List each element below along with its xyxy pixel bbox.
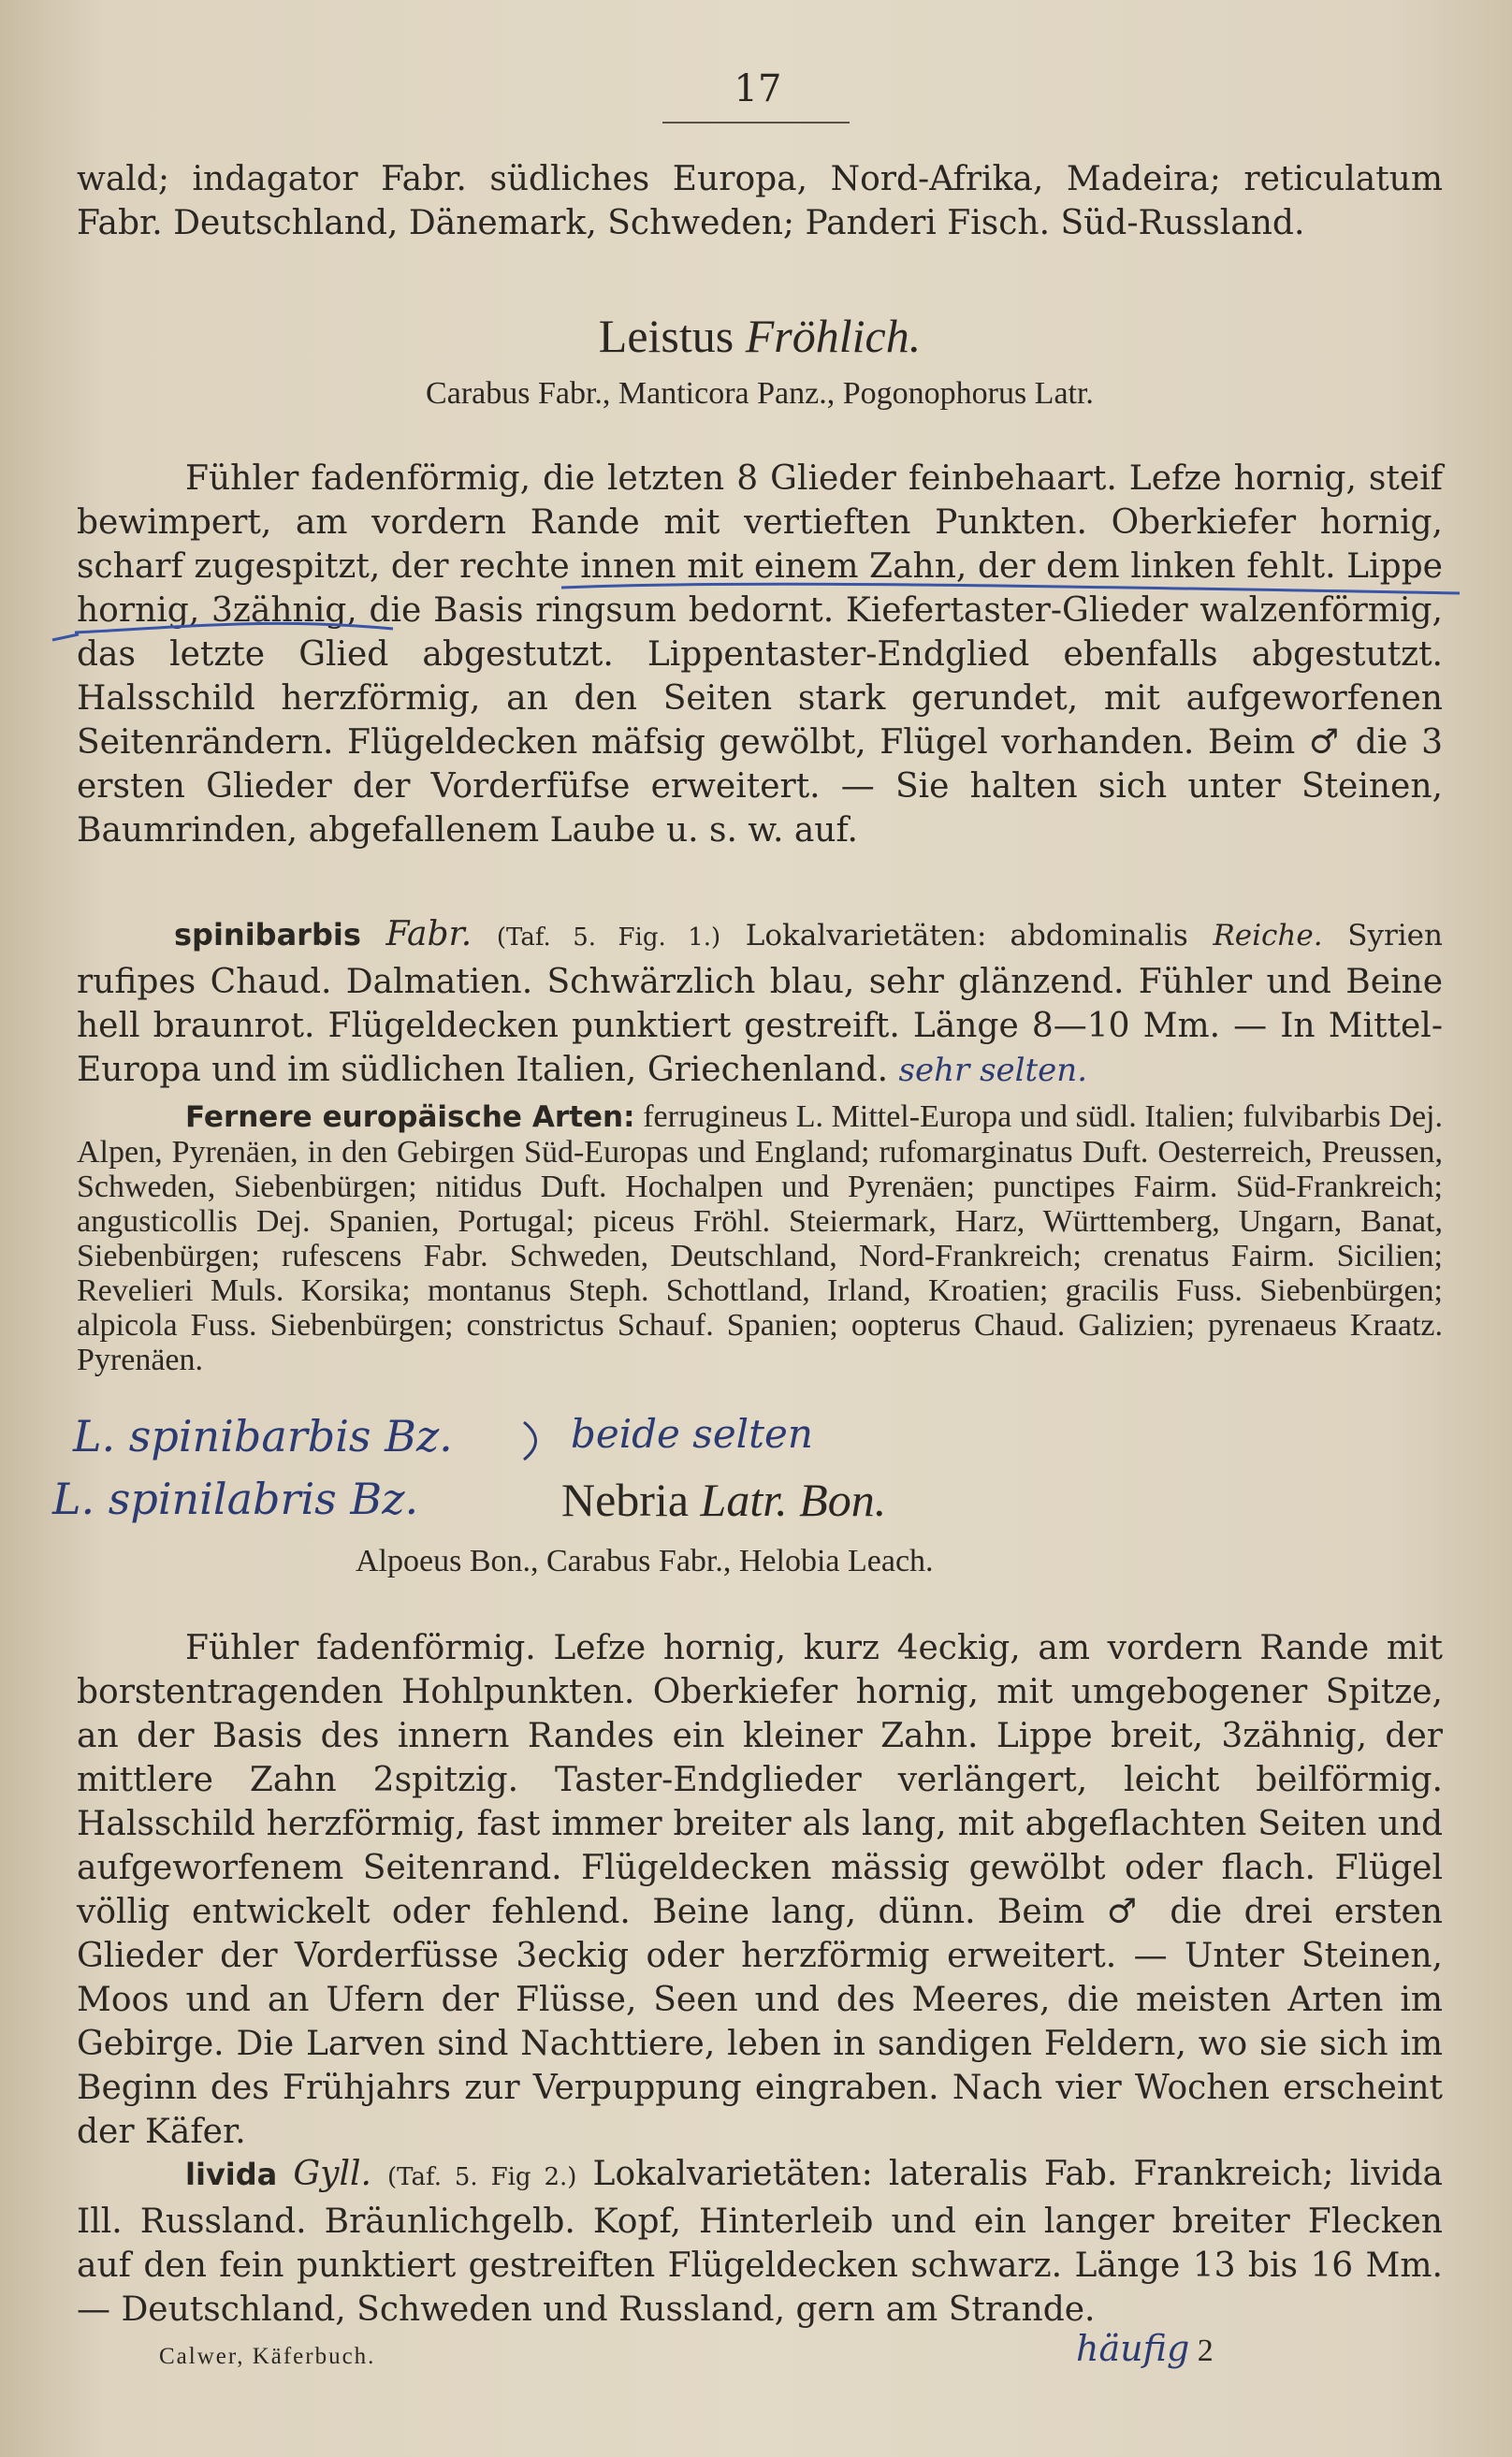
species-varieties-author: Reiche.: [1213, 919, 1323, 952]
nebria-heading: [561, 1473, 886, 1527]
leistus-species-entry: [77, 912, 1443, 1093]
leistus-synonyms: Carabus Fabr., Manticora Panz., Pogonophorus Latr.: [426, 376, 1094, 411]
nebria-author: Latr. Bon.: [700, 1474, 887, 1526]
handnote-haeufig: häufig: [1076, 2328, 1190, 2369]
leistus-title: Leistus: [598, 310, 734, 362]
leistus-description: Fühler fadenförmig, die letzten 8 Glieder feinbehaart. Lefze hornig, steif bewimpert, am vordern Rande mit vertieften Punkten. Oberkiefer hornig, scharf zugespitzt, der rechte innen mit einem Zahn, der dem linken fehlt. Lippe hornig, 3zähnig, die Basis ringsum bedornt. Kiefertaster-Glieder walzenförmig, das letzte Glied abgestutzt. Lippentaster-Endglied ebenfalls abgestutzt. Halsschild herzförmig, an den Seiten stark gerundet, mit aufgeworfenen Seitenrändern. Flügeldecken mäfsig gewölbt, Flügel vorhanden. Beim ♂ die 3 ersten Glieder der Vorderfüfse erweitert. — Sie halten sich unter Steinen, Baumrinden, abgefallenem Laube u. s. w. auf.: [77, 459, 1443, 850]
nebria-synonyms: Alpoeus Bon., Carabus Fabr., Helobia Leach.: [356, 1544, 934, 1578]
handnote-spinibarbis: L. spinibarbis Bz.: [73, 1411, 453, 1461]
other-species-paragraph: [77, 1099, 1443, 1377]
page-number: 17: [734, 67, 782, 110]
footer-title: Calwer, Käferbuch.: [159, 2344, 376, 2369]
species-varieties: Lokalvarietäten: abdominalis: [745, 919, 1188, 952]
species-name: spinibarbis: [174, 917, 361, 952]
underline-mark-3: [52, 634, 79, 640]
leistus-author: Fröhlich.: [745, 310, 922, 362]
other-species-text: ferrugineus L. Mittel-Europa und südl. Italien; fulvibarbis Dej. Alpen, Pyrenäen, in den Gebirgen Süd-Europas und England; rufomarginatus Duft. Oesterreich, Preussen, Schweden, Siebenbürgen; nitidus Duft. Hochalpen und Pyrenäen; punctipes Fairm. Süd-Frankreich; angusticollis Dej. Spanien, Portugal; piceus Fröhl. Steiermark, Harz, Württemberg, Ungarn, Banat, Siebenbürgen; rufescens Fabr. Schweden, Deutschland, Nord-Frankreich; crenatus Fairm. Sicilien; Revelieri Muls. Korsika; montanus Steph. Schottland, Irland, Kroatien; gracilis Fuss. Siebenbürgen; alpicola Fuss. Siebenbürgen; constrictus Schauf. Spanien; oopterus Chaud. Galizien; pyrenaeus Kraatz. Pyrenäen.: [77, 1099, 1444, 1377]
species-varieties-end: Syrien: [1347, 919, 1443, 952]
footer-signature: [1076, 2328, 1214, 2369]
nebria-species-author: Gyll.: [293, 2155, 371, 2193]
intro-paragraph: wald; indagator Fabr. südliches Europa, Nord-Afrika, Madeira; reticulatum Fabr. Deutschland, Dänemark, Schweden; Panderi Fisch. Süd-Russland.: [77, 160, 1443, 242]
nebria-description: Fühler fadenförmig. Lefze hornig, kurz 4eckig, am vordern Rande mit borstentragenden Hohlpunkten. Oberkiefer hornig, mit umgebogener Spitze, an der Basis des innern Randes ein kleiner Zahn. Lippe breit, 3zähnig, der mittlere Zahn 2spitzig. Taster-Endglieder verlängert, leicht beilförmig. Halsschild herzförmig, fast immer breiter als lang, mit abgeflachten Seiten und aufgeworfenem Seitenrand. Flügeldecken mässig gewölbt oder flach. Flügel völlig entwickelt oder fehlend. Beine lang, dünn. Beim ♂ die drei ersten Glieder der Vorderfüsse 3eckig oder herzförmig erweitert. — Unter Steinen, Moos und an Ufern der Flüsse, Seen und des Meeres, die meisten Arten im Gebirge. Die Larven sind Nachttiere, leben in sandigen Feldern, wo sie sich im Beginn des Frühjahrs zur Verpuppung eingraben. Nach vier Wochen erscheint der Käfer.: [77, 1629, 1443, 2151]
brace-mark: [524, 1422, 536, 1460]
signature-number: 2: [1197, 2333, 1214, 2368]
nebria-species-entry: [77, 2152, 1443, 2332]
nebria-title: Nebria: [561, 1474, 690, 1526]
handnote-spinilabris: L. spinilabris Bz.: [52, 1474, 419, 1524]
other-species-label: Fernere europäische Arten:: [185, 1100, 635, 1134]
species-ref: (Taf. 5. Fig. 1.): [496, 923, 721, 952]
nebria-species-description: Lokalvarietäten: lateralis Fab. Frankreich; livida Ill. Russland. Bräunlichgelb. Kopf, Hinterleib und ein langer breiter Flecken auf den fein punktiert gestreiften Flügeldecken schwarz. Länge 13 bis 16 Mm. — Deutschland, Schweden und Russland, gern am Strande.: [77, 2155, 1444, 2329]
nebria-species-name: livida: [185, 2157, 278, 2192]
species-author: Fabr.: [385, 915, 472, 953]
handnote-beide-selten: beide selten: [571, 1411, 813, 1457]
nebria-species-ref: (Taf. 5. Fig 2.): [387, 2163, 577, 2191]
header-rule: [662, 122, 850, 124]
handnote-sehr-selten: sehr selten.: [898, 1052, 1088, 1089]
leistus-heading: [77, 309, 1443, 363]
species-description: rufipes Chaud. Dalmatien. Schwärzlich blau, sehr glänzend. Fühler und Beine hell braunrot. Flügeldecken punktiert gestreift. Länge 8—10 Mm. — In Mittel-Europa und im südlichen Italien, Griechenland.: [77, 963, 1443, 1089]
